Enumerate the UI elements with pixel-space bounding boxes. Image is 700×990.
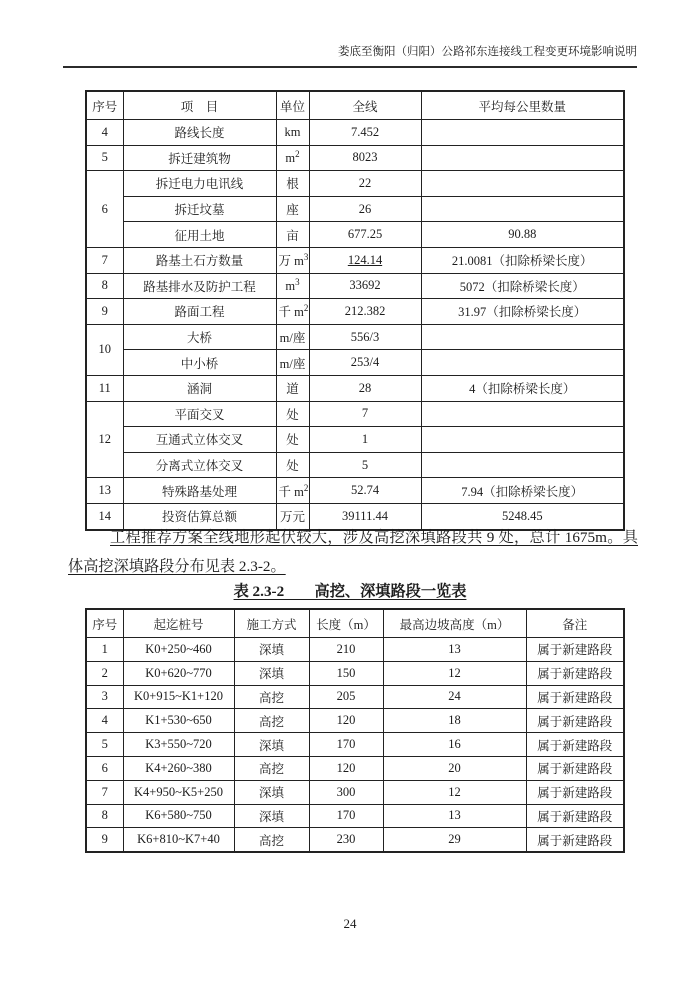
cell-text: 万元: [279, 510, 305, 525]
table-cell: [421, 478, 624, 504]
table-cell: [123, 452, 276, 478]
table-row: [86, 661, 624, 685]
table-cell: [421, 299, 624, 325]
unit-superscript: 3: [295, 277, 300, 288]
cell-text: 124.14: [347, 252, 383, 267]
table-cell: [123, 120, 276, 146]
cell-text: 亩: [286, 228, 299, 243]
table-row: [86, 733, 624, 757]
table-cell: K6+810~K7+40: [123, 828, 234, 852]
cell-text: 28: [358, 380, 372, 395]
cell-text: 5248.45: [501, 508, 543, 523]
cell-text: 处: [286, 459, 299, 474]
cell-text: 90.88: [508, 227, 537, 242]
cell-text: m: [285, 151, 296, 166]
table-cell: 210: [309, 638, 383, 662]
table-cell: [276, 478, 309, 504]
table-cell: [309, 350, 421, 376]
table-row: [86, 780, 624, 804]
table-cell: 205: [309, 685, 383, 709]
cell-text: m: [285, 279, 296, 294]
table-cell: [276, 196, 309, 222]
table-cell: 120: [309, 756, 383, 780]
cell-text: 路基排水及防护工程: [143, 279, 256, 294]
table-cell: [421, 452, 624, 478]
table-cell: 5: [86, 733, 123, 757]
table-cell: 属于新建路段: [526, 638, 624, 662]
page-number: 24: [343, 916, 357, 931]
table-row: [86, 478, 624, 504]
project-scale-table: [85, 90, 625, 531]
column-header: 序号: [86, 91, 123, 120]
cell-text: 根: [286, 177, 299, 192]
table-cell: [309, 145, 421, 171]
table-cell: [123, 401, 276, 427]
cell-text: 5072（扣除桥梁长度）: [459, 279, 585, 294]
cell-text: 处: [286, 433, 299, 448]
table-cell: [309, 375, 421, 401]
table-2-3-2-title: 表 2.3-2 高挖、深填路段一览表: [233, 583, 467, 600]
cell-text: 39111.44: [342, 508, 388, 523]
table-cell: [276, 350, 309, 376]
cell-text: 13: [98, 483, 111, 498]
cell-text: 52.74: [350, 483, 380, 498]
table-cell: [309, 401, 421, 427]
table-cell: [123, 222, 276, 248]
table-cell: 18: [383, 709, 526, 733]
table-cell: [276, 299, 309, 325]
column-header: 项 目: [123, 91, 276, 120]
table-cell: [123, 145, 276, 171]
table-cell: [421, 247, 624, 273]
table-cell: K4+950~K5+250: [123, 780, 234, 804]
cell-text: 12: [98, 431, 111, 446]
table-cell: 深填: [234, 638, 309, 662]
table-cell: [421, 401, 624, 427]
table-cell: [86, 375, 123, 401]
cell-text: 7: [361, 406, 369, 421]
cell-text: 拆迁建筑物: [168, 151, 231, 166]
table-row: [86, 247, 624, 273]
cell-text: 6: [101, 201, 108, 216]
cell-text: 万 m: [278, 254, 304, 269]
table-cell: K0+915~K1+120: [123, 685, 234, 709]
table-cell: 2: [86, 661, 123, 685]
cell-text: 路基土石方数量: [155, 254, 244, 269]
table-cell: [309, 478, 421, 504]
table-cell: 300: [309, 780, 383, 804]
cell-text: 中小桥: [180, 356, 219, 371]
table-cell: [86, 478, 123, 504]
table-cell: [276, 171, 309, 197]
table-cell: [421, 427, 624, 453]
table-cell: [276, 120, 309, 146]
table-cell: [309, 427, 421, 453]
cell-text: 253/4: [350, 355, 380, 370]
cell-text: 道: [286, 382, 299, 397]
column-header: 平均每公里数量: [421, 91, 624, 120]
table-cell: 13: [383, 638, 526, 662]
table-row: [86, 222, 624, 248]
cell-text: 投资估算总额: [161, 510, 237, 525]
table-cell: [309, 171, 421, 197]
cell-text: 8023: [352, 150, 378, 165]
table-cell: 6: [86, 756, 123, 780]
cell-text: 556/3: [350, 329, 380, 344]
cell-text: 7.452: [350, 124, 380, 139]
cut-fill-sections-table: [85, 608, 625, 853]
table-cell: [86, 401, 123, 478]
table-cell: [421, 222, 624, 248]
table-cell: [276, 222, 309, 248]
table-cell: [421, 145, 624, 171]
table-cell: 属于新建路段: [526, 756, 624, 780]
table-row: [86, 427, 624, 453]
column-header: 施工方式: [234, 609, 309, 638]
table-cell: 7: [86, 780, 123, 804]
cell-text: 分离式立体交叉: [155, 459, 244, 474]
table-cell: [123, 247, 276, 273]
table-cell: 属于新建路段: [526, 661, 624, 685]
cell-text: 1: [361, 431, 369, 446]
table-cell: [309, 299, 421, 325]
cell-text: 7: [101, 252, 108, 267]
table-cell: [86, 120, 123, 146]
table-cell: 16: [383, 733, 526, 757]
header-title: 娄底至衡阳（归阳）公路祁东连接线工程变更环境影响说明: [338, 46, 637, 58]
table-cell: [309, 196, 421, 222]
cell-text: 征用土地: [174, 228, 225, 243]
table-row: [86, 828, 624, 852]
table-cell: 高挖: [234, 756, 309, 780]
table-row: [86, 375, 624, 401]
table-row: [86, 145, 624, 171]
table-cell: 深填: [234, 780, 309, 804]
cell-text: 21.0081（扣除桥梁长度）: [451, 254, 593, 269]
cell-text: 212.382: [344, 303, 386, 318]
table-cell: K0+250~460: [123, 638, 234, 662]
table-cell: 150: [309, 661, 383, 685]
table-cell: [276, 401, 309, 427]
cell-text: 大桥: [186, 331, 212, 346]
table-cell: 13: [383, 804, 526, 828]
table-row: [86, 804, 624, 828]
table-cell: 4: [86, 709, 123, 733]
cell-text: 33692: [349, 278, 381, 293]
table-cell: 属于新建路段: [526, 685, 624, 709]
cell-text: 涵洞: [186, 382, 212, 397]
header-row: [86, 609, 624, 638]
cell-text: 8: [101, 278, 108, 293]
table-row: [86, 273, 624, 299]
table-cell: [86, 145, 123, 171]
table-cell: [276, 452, 309, 478]
table-cell: [421, 171, 624, 197]
table-cell: 高挖: [234, 685, 309, 709]
cell-text: 拆迁坟墓: [174, 203, 225, 218]
cell-text: 特殊路基处理: [161, 484, 237, 499]
unit-superscript: 2: [295, 149, 300, 160]
cell-text: 26: [358, 201, 372, 216]
cell-text: 路线长度: [174, 126, 225, 141]
table-cell: [86, 273, 123, 299]
column-header: 全线: [309, 91, 421, 120]
table-cell: K3+550~720: [123, 733, 234, 757]
table-cell: [123, 299, 276, 325]
cell-text: 处: [286, 407, 299, 422]
column-header: 单位: [276, 91, 309, 120]
table-cell: 3: [86, 685, 123, 709]
table-cell: [276, 427, 309, 453]
table-row: [86, 324, 624, 350]
table-cell: [309, 120, 421, 146]
table-row: [86, 196, 624, 222]
table-cell: 170: [309, 804, 383, 828]
table-cell: K6+580~750: [123, 804, 234, 828]
cell-text: 14: [98, 508, 111, 523]
table-cell: [123, 324, 276, 350]
cell-text: m/座: [279, 331, 306, 346]
table-cell: 属于新建路段: [526, 780, 624, 804]
table-cell: 属于新建路段: [526, 709, 624, 733]
table-cell: 深填: [234, 733, 309, 757]
column-header: 序号: [86, 609, 123, 638]
table-cell: 属于新建路段: [526, 804, 624, 828]
table-cell: 170: [309, 733, 383, 757]
table-cell: [276, 273, 309, 299]
column-header: 备注: [526, 609, 624, 638]
table-cell: [123, 273, 276, 299]
cell-text: 5: [101, 150, 108, 165]
table-cell: 高挖: [234, 709, 309, 733]
table-row: [86, 685, 624, 709]
cell-text: 5: [361, 457, 369, 472]
table-cell: [309, 273, 421, 299]
table-row: [86, 709, 624, 733]
table-cell: 120: [309, 709, 383, 733]
table-cell: 29: [383, 828, 526, 852]
table-cell: 24: [383, 685, 526, 709]
table-cell: [421, 196, 624, 222]
table-cell: [123, 196, 276, 222]
table-cell: [421, 273, 624, 299]
table-cell: [421, 120, 624, 146]
cell-text: 平面交叉: [174, 407, 225, 422]
cell-text: 4（扣除桥梁长度）: [469, 382, 576, 397]
cell-text: 677.25: [347, 227, 383, 242]
cell-text: 31.97（扣除桥梁长度）: [458, 305, 587, 320]
column-header: 起迄桩号: [123, 609, 234, 638]
table-cell: 1: [86, 638, 123, 662]
cell-text: 7.94（扣除桥梁长度）: [461, 484, 584, 499]
cell-text: km: [284, 124, 301, 139]
table-cell: 深填: [234, 804, 309, 828]
table-cell: 属于新建路段: [526, 828, 624, 852]
table-cell: [123, 350, 276, 376]
table-cell: 12: [383, 780, 526, 804]
table-cell: [276, 324, 309, 350]
table-cell: [123, 478, 276, 504]
table-cell: [309, 324, 421, 350]
table-cell: [86, 247, 123, 273]
cell-text: 22: [358, 175, 372, 190]
table-cell: 深填: [234, 661, 309, 685]
table-cell: [276, 145, 309, 171]
table-cell: [421, 324, 624, 350]
table-cell: 8: [86, 804, 123, 828]
table-cell: [421, 375, 624, 401]
unit-superscript: 3: [303, 252, 309, 263]
cell-text: 4: [101, 124, 108, 139]
table-cell: 属于新建路段: [526, 733, 624, 757]
cell-text: 千 m: [278, 484, 304, 499]
table-cell: 12: [383, 661, 526, 685]
table-cell: [86, 324, 123, 375]
table-cell: [276, 375, 309, 401]
table-cell: K1+530~650: [123, 709, 234, 733]
table-cell: [421, 350, 624, 376]
header-row: [86, 91, 624, 120]
cell-text: 座: [286, 203, 299, 218]
table-row: [86, 171, 624, 197]
unit-superscript: 2: [303, 482, 309, 493]
table-row: [86, 756, 624, 780]
cell-text: 路面工程: [174, 305, 225, 320]
table-cell: [123, 171, 276, 197]
cell-text: 9: [101, 303, 108, 318]
page-header: [63, 45, 637, 68]
body-paragraph: 工程推荐方案全线地形起伏较大，涉及高挖深填路段共 9 处，总计 1675m。具体高挖深填路段分布见表 2.3-2。: [68, 529, 638, 575]
table-row: [86, 401, 624, 427]
table-cell: [309, 247, 421, 273]
cell-text: 11: [98, 380, 111, 395]
table-cell: [86, 171, 123, 248]
table-cell: 高挖: [234, 828, 309, 852]
cell-text: 拆迁电力电讯线: [155, 177, 244, 192]
table-cell: [86, 299, 123, 325]
table-cell: [123, 427, 276, 453]
column-header: 最高边坡高度（m）: [383, 609, 526, 638]
table-row: [86, 120, 624, 146]
cell-text: m/座: [279, 356, 306, 371]
table-row: [86, 638, 624, 662]
cell-text: 10: [98, 342, 111, 357]
table-row: [86, 299, 624, 325]
unit-superscript: 2: [303, 303, 309, 314]
table-cell: K0+620~770: [123, 661, 234, 685]
table-cell: [309, 452, 421, 478]
cell-text: 互通式立体交叉: [155, 433, 244, 448]
table-cell: [309, 222, 421, 248]
column-header: 长度（m）: [309, 609, 383, 638]
table-row: [86, 452, 624, 478]
table-cell: 9: [86, 828, 123, 852]
table-cell: 20: [383, 756, 526, 780]
cell-text: 千 m: [278, 305, 304, 320]
table-cell: [276, 247, 309, 273]
table-row: [86, 350, 624, 376]
table-cell: 230: [309, 828, 383, 852]
table-cell: K4+260~380: [123, 756, 234, 780]
table-cell: [123, 375, 276, 401]
